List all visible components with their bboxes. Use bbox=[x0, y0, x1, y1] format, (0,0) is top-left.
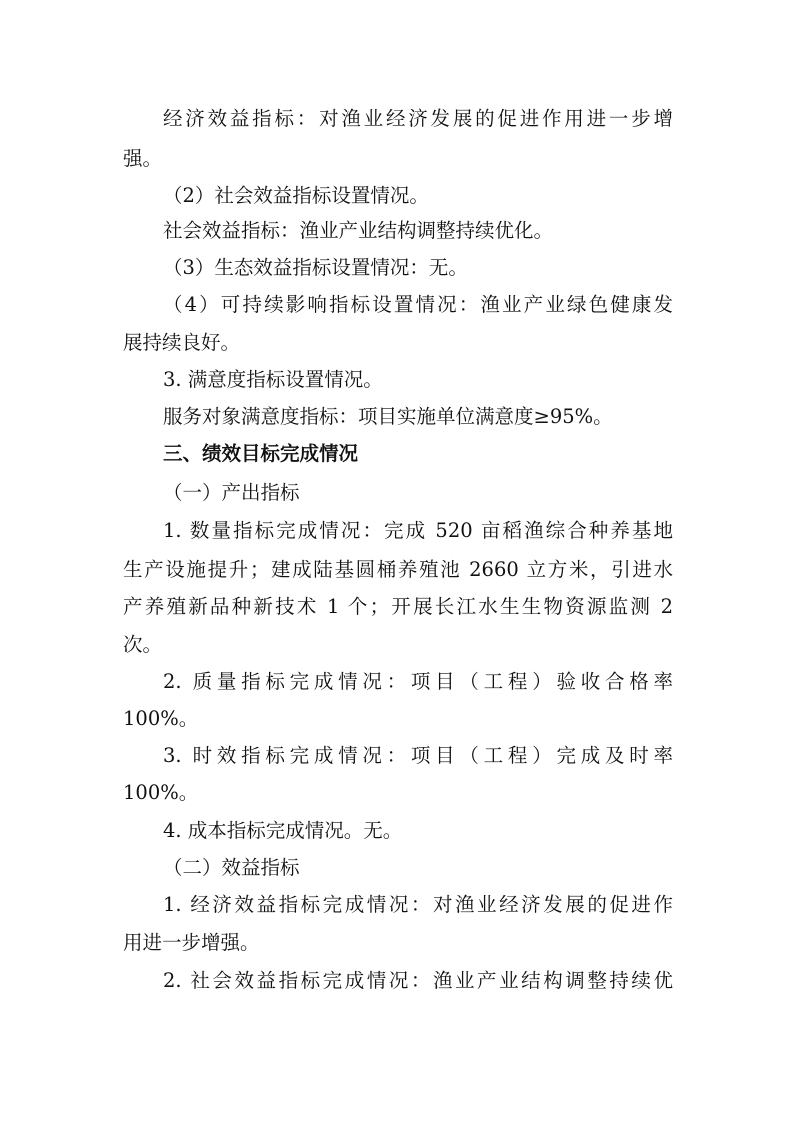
paragraph-line: 强。 bbox=[123, 147, 163, 170]
paragraph-line: 生产设施提升；建成陆基圆桶养殖池 2660 立方米，引进水 bbox=[123, 558, 673, 581]
paragraph-line: 社会效益指标：渔业产业结构调整持续优化。 bbox=[163, 219, 554, 242]
paragraph-line: （4）可持续影响指标设置情况：渔业产业绿色健康发 bbox=[163, 293, 673, 316]
paragraph-line: 100%。 bbox=[123, 781, 199, 804]
subsection-heading: （二）效益指标 bbox=[163, 856, 300, 879]
paragraph-line: 用进一步增强。 bbox=[123, 931, 260, 954]
paragraph-line: 次。 bbox=[123, 633, 163, 656]
paragraph-line: 1. 经济效益指标完成情况：对渔业经济发展的促进作 bbox=[163, 893, 673, 916]
paragraph-line: 3. 满意度指标设置情况。 bbox=[163, 368, 383, 391]
subsection-heading: （一）产出指标 bbox=[163, 481, 300, 504]
paragraph-line: 3. 时效指标完成情况：项目（工程）完成及时率 bbox=[163, 744, 673, 767]
paragraph-line: 展持续良好。 bbox=[123, 331, 241, 354]
paragraph-line: 服务对象满意度指标：项目实施单位满意度≥95%。 bbox=[163, 405, 613, 428]
paragraph-line: 2. 质量指标完成情况：项目（工程）验收合格率 bbox=[163, 670, 673, 693]
paragraph-line: （3）生态效益指标设置情况：无。 bbox=[163, 256, 468, 279]
paragraph-line: 4. 成本指标完成情况。无。 bbox=[163, 819, 403, 842]
paragraph-line: （2）社会效益指标设置情况。 bbox=[163, 184, 429, 207]
paragraph-line: 经济效益指标：对渔业经济发展的促进作用进一步增 bbox=[163, 107, 673, 130]
section-heading: 三、绩效目标完成情况 bbox=[163, 442, 359, 465]
paragraph-line: 100%。 bbox=[123, 707, 199, 730]
paragraph-line: 产养殖新品种新技术 1 个；开展长江水生生物资源监测 2 bbox=[123, 595, 673, 618]
paragraph-line: 2. 社会效益指标完成情况：渔业产业结构调整持续优 bbox=[163, 969, 673, 992]
paragraph-line: 1. 数量指标完成情况：完成 520 亩稻渔综合种养基地 bbox=[163, 519, 673, 542]
